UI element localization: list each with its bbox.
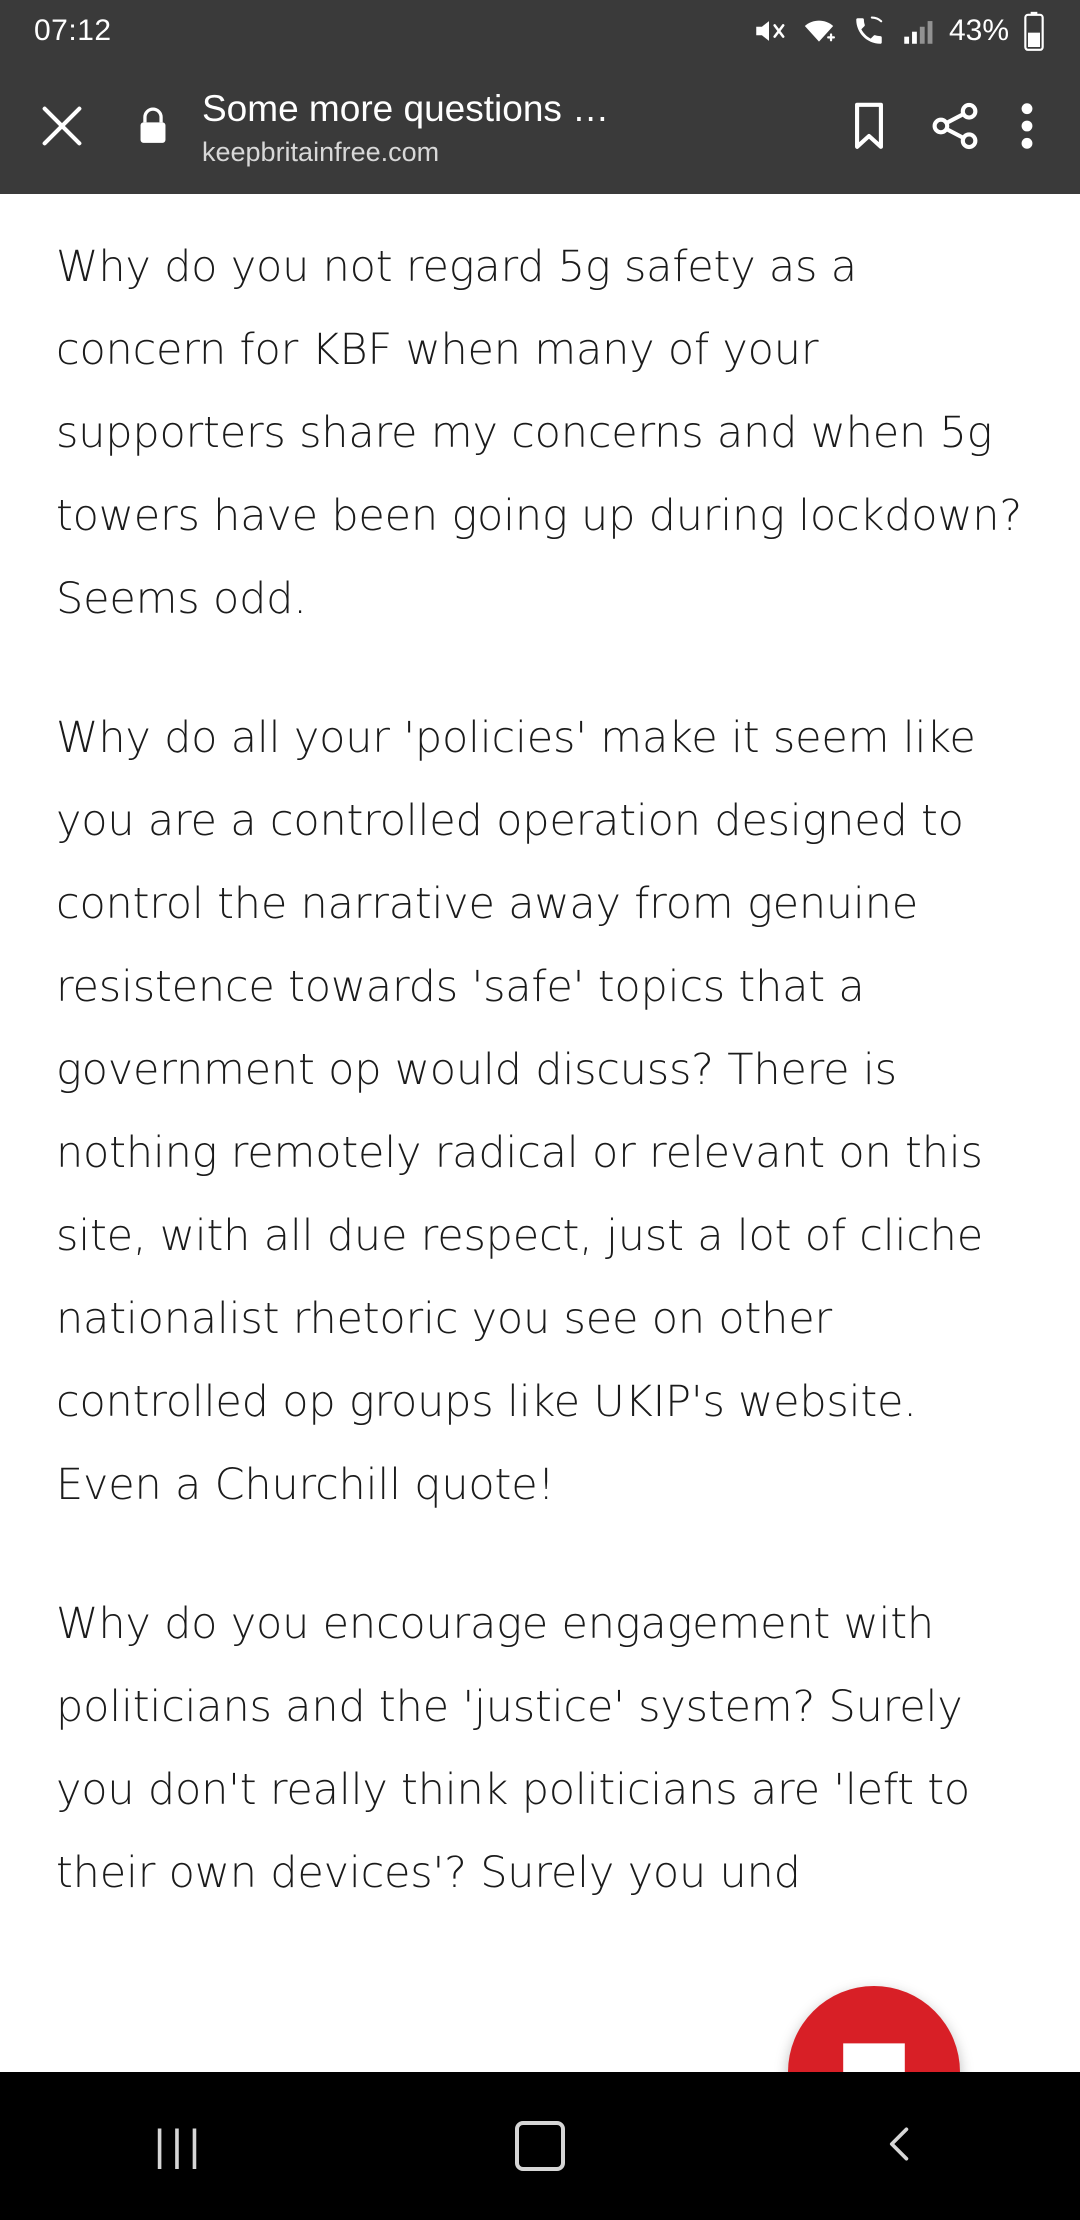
home-icon xyxy=(515,2121,565,2171)
back-button[interactable] xyxy=(820,2072,980,2220)
recents-icon: ||| xyxy=(153,2121,207,2170)
status-time: 07:12 xyxy=(34,14,112,47)
paragraph: Why do you not regard 5g safety as a concern for KBF when many of your supporters share my concerns and when 5g towers have been going up during lockdown? Seems odd. xyxy=(56,242,1022,624)
mute-icon xyxy=(751,14,787,48)
paragraph: Why do you encourage engagement with politicians and the 'justice' system? Surely you don't really think politicians are 'left to their own devices'? Surely you und xyxy=(56,1599,970,1898)
home-button[interactable] xyxy=(460,2072,620,2220)
overflow-menu-icon xyxy=(1019,100,1035,156)
close-icon xyxy=(36,100,88,156)
page-title: Some more questions … xyxy=(202,88,610,129)
article-content xyxy=(0,194,1080,1915)
share-button[interactable] xyxy=(920,93,990,163)
browser-toolbar xyxy=(0,62,1080,194)
battery-icon xyxy=(1022,11,1046,51)
close-button[interactable] xyxy=(30,96,94,160)
page-url: keepbritainfree.com xyxy=(202,137,440,167)
lock-icon xyxy=(134,104,172,152)
paragraph: Why do all your 'policies' make it seem like you are a controlled operation designed to control the narrative away from genuine resistence towards 'safe' topics that a government op would discuss? There is nothing remotely radical or relevant on this site, with all due respect, just a lot of cliche nationalist rhetoric you see on other controlled op groups like UKIP's website. Even a Churchill quote! xyxy=(56,713,983,1510)
status-icons xyxy=(751,11,1046,51)
system-nav-bar xyxy=(0,2072,1080,2220)
wifi-icon xyxy=(800,14,838,48)
recents-button[interactable] xyxy=(100,2072,260,2220)
back-icon xyxy=(878,2122,922,2170)
overflow-menu-button[interactable] xyxy=(1000,93,1054,163)
share-icon xyxy=(929,100,981,156)
page-title-and-url[interactable] xyxy=(202,87,826,169)
site-security-button[interactable] xyxy=(122,96,184,160)
bookmark-icon xyxy=(847,100,891,156)
battery-percent: 43% xyxy=(948,14,1009,47)
webpage-viewport[interactable] xyxy=(0,194,1080,2072)
signal-icon xyxy=(900,14,934,48)
call-wifi-icon xyxy=(851,14,887,48)
status-bar xyxy=(0,0,1080,62)
bookmark-button[interactable] xyxy=(834,93,904,163)
